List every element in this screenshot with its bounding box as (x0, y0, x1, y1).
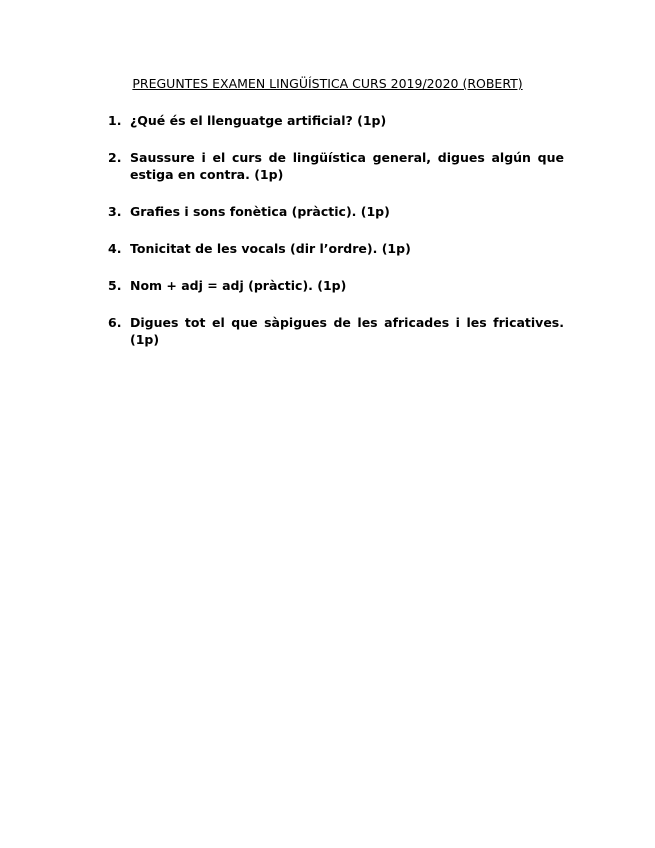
question-item (108, 277, 564, 294)
question-number: 1. (108, 113, 122, 128)
question-number: 4. (108, 241, 122, 256)
question-number: 5. (108, 278, 122, 293)
document-title: PREGUNTES EXAMEN LINGÜÍSTICA CURS 2019/2020 (ROBERT) (132, 76, 523, 91)
question-item (108, 112, 564, 129)
question-number: 2. (108, 150, 122, 165)
question-item (108, 203, 564, 220)
question-number: 3. (108, 204, 122, 219)
question-text: Grafies i sons fonètica (pràctic). (1p) (130, 204, 390, 219)
question-text: Digues tot el que sàpigues de les africades i les fricatives. (1p) (130, 315, 564, 347)
question-text: Nom + adj = adj (pràctic). (1p) (130, 278, 347, 293)
question-item (108, 314, 564, 348)
question-item (108, 240, 564, 257)
question-text: Saussure i el curs de lingüística general, digues algún que estiga en contra. (1p) (130, 150, 564, 182)
question-list (108, 112, 564, 368)
question-text: Tonicitat de les vocals (dir l’ordre). (1p) (130, 241, 411, 256)
question-text: ¿Qué és el llenguatge artificial? (1p) (130, 113, 387, 128)
question-number: 6. (108, 315, 122, 330)
question-item (108, 149, 564, 183)
